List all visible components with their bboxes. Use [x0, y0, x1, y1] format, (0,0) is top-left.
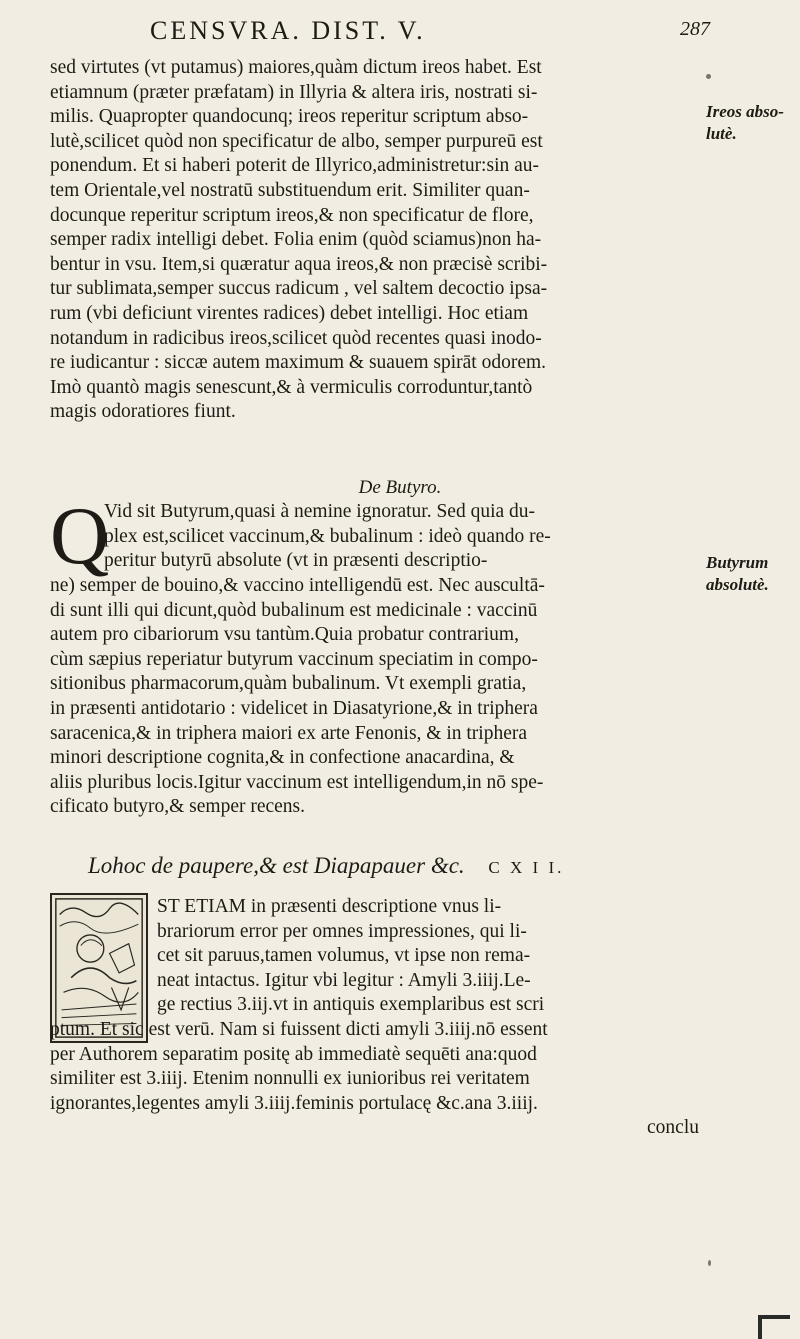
text-line: plex est,scilicet vaccinum,& bubalinum : ideò quando re- [104, 525, 551, 547]
ink-speck [708, 1260, 711, 1266]
text-line: saracenica,& in triphera maiori ex arte Fenonis, & in triphera [50, 722, 528, 744]
text-line: magis odoratiores fiunt. [50, 401, 236, 423]
margin-note-line: absolutè. [706, 575, 769, 594]
page-number: 287 [680, 18, 710, 40]
chapter-heading [88, 853, 728, 879]
catchword: conclu [647, 1117, 699, 1139]
text-line: rum (vbi deficiunt virentes radices) debet intelligi. Hoc etiam [50, 302, 529, 324]
chapter-title: Lohoc de paupere,& est Diapapauer &c. [88, 853, 465, 878]
text-line: semper radix intelligi debet. Folia enim (quòd sciamus)non ha- [50, 229, 542, 251]
paragraph-amyli-indented [157, 895, 710, 1018]
text-line: sed virtutes (vt putamus) maiores,quàm dictum ireos habet. Est [50, 57, 542, 78]
text-line: ge rectius 3.iij.vt in antiquis exemplaribus est scri [157, 994, 545, 1016]
text-line: cificato butyro,& semper recens. [50, 796, 306, 818]
text-line: per Authorem separatim positę ab immediatè sequēti ana:quod [50, 1043, 537, 1065]
text-line: neat intactus. Igitur vbi legitur : Amyli 3.iiij.Le- [157, 969, 531, 991]
text-line: milis. Quapropter quandocunq; ireos reperitur scriptum abso- [50, 106, 529, 128]
running-title: CENSVRA. DIST. V. [150, 16, 426, 45]
text-line: lutè,scilicet quòd non specificatur de albo, semper purpureū est [50, 130, 543, 152]
text-line: similiter est 3.iiij. Etenim nonnulli ex iunioribus rei veritatem [50, 1068, 530, 1090]
text-line: tem Orientale,vel nostratū substituendum erit. Similiter quan- [50, 179, 530, 201]
text-line: aliis pluribus locis.Igitur vaccinum est intelligendum,in nō spe- [50, 771, 544, 793]
text-line: autem pro cibariorum vsu tantùm.Quia probatur contrarium, [50, 624, 519, 646]
margin-note-butyrum [706, 552, 796, 596]
text-line: notandum in radicibus ireos,scilicet quòd recentes quasi inodo- [50, 327, 542, 349]
margin-note-ireos [706, 101, 796, 145]
text-line: ponendum. Et si haberi poterit de Illyrico,administretur:sin au- [50, 155, 540, 177]
paragraph-butyrum [50, 574, 705, 820]
text-line: cet sit paruus,tamen volumus, vt ipse non rema- [157, 945, 531, 967]
drop-cap-initial: Q [50, 490, 110, 581]
margin-note-line: Ireos abso- [706, 102, 784, 121]
text-line: di sunt illi qui dicunt,quòd bubalinum est medicinale : vaccinū [50, 599, 538, 621]
page-corner-mark [758, 1315, 790, 1339]
text-line: cùm sæpius reperiatur butyrum vaccinum speciatim in compo- [50, 648, 538, 670]
paragraph-butyrum-indented [104, 500, 705, 574]
text-line: in præsenti antidotario : videlicet in Diasatyrione,& in triphera [50, 697, 538, 719]
text-line: ST ETIAM in præsenti descriptione vnus li- [157, 896, 502, 917]
ink-speck [706, 74, 711, 79]
paragraph-ireos [50, 56, 705, 425]
text-line: peritur butyrū absolute (vt in præsenti descriptio- [104, 550, 488, 572]
text-line: bentur in vsu. Item,si quæratur aqua ireos,& non præcisè scribi- [50, 253, 548, 275]
text-line: brariorum error per omnes impressiones, qui li- [157, 920, 527, 942]
text-line: ne) semper de bouino,& vaccino intelligendū est. Nec auscultā- [50, 575, 545, 596]
text-line: Imò quantò magis senescunt,& à vermiculis corroduntur,tantò [50, 376, 533, 398]
text-line: ptum. Et sic est verū. Nam si fuissent dicti amyli 3.iiij.nō essent [50, 1019, 548, 1040]
text-line: ignorantes,legentes amyli 3.iiij.feminis portulacę &c.ana 3.iiij. [50, 1092, 538, 1114]
text-line: docunque reperitur scriptum ireos,& non specificatur de flore, [50, 204, 534, 226]
margin-note-line: Butyrum [706, 553, 769, 572]
text-line: tur sublimata,semper succus radicum , vel saltem decoctio ipsa- [50, 278, 548, 300]
text-line: re iudicantur : siccæ autem maximum & suauem spirāt odorem. [50, 352, 547, 374]
text-line: sitionibus pharmacorum,quàm bubalinum. Vt exempli gratia, [50, 673, 527, 695]
running-header [150, 16, 710, 50]
margin-note-line: lutè. [706, 124, 737, 143]
text-line: etiamnum (præter præfatam) in Illyria & altera iris, nostrati si- [50, 81, 538, 103]
section-heading: De Butyro. [358, 477, 442, 498]
paragraph-amyli [50, 1018, 705, 1141]
chapter-number: C X I I. [488, 858, 565, 877]
text-line: Vid sit Butyrum,quasi à nemine ignoratur. Sed quia du- [104, 501, 536, 522]
text-line: minori descriptione cognita,& in confectione anacardina, & [50, 747, 515, 769]
